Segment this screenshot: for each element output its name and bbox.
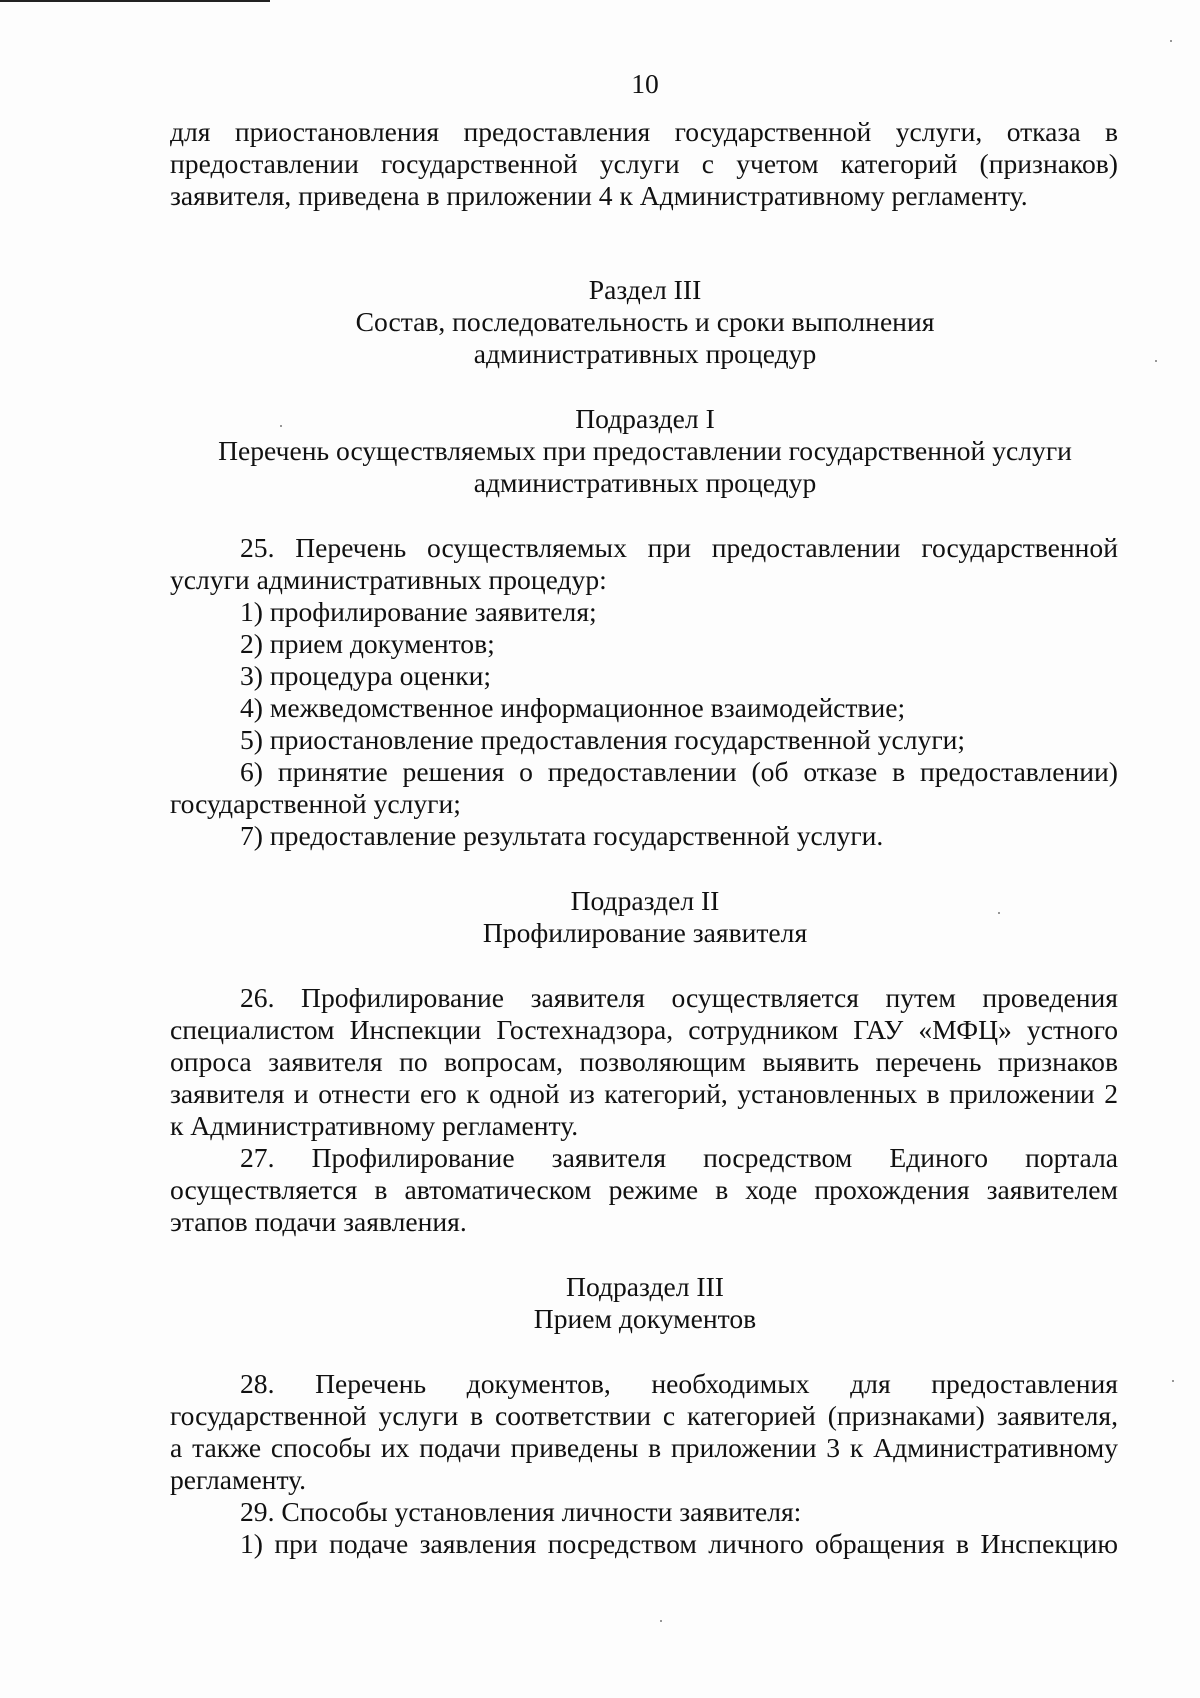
- scan-speck: [660, 1620, 662, 1622]
- page-number: 10: [631, 68, 659, 99]
- list-item: 6) принятие решения о предоставлении (об отказе в предоставлении): [240, 756, 1118, 787]
- list-item: 1) профилирование заявителя;: [240, 596, 597, 627]
- scan-speck: [1155, 360, 1157, 362]
- para28-line-1: 28. Перечень документов, необходимых для предоставления: [240, 1368, 1118, 1399]
- intro-line-1: для приостановления предоставления государственной услуги, отказа в: [170, 116, 1118, 147]
- list-item: 7) предоставление результата государственной услуги.: [240, 820, 884, 851]
- subsection1-title: Подраздел I: [575, 403, 715, 434]
- intro-line-3: заявителя, приведена в приложении 4 к Административному регламенту.: [170, 180, 1028, 211]
- section-subtitle-line-1: Состав, последовательность и сроки выполнения: [355, 306, 935, 337]
- para26-line-2: специалистом Инспекции Гостехнадзора, сотрудником ГАУ «МФЦ» устного: [170, 1014, 1118, 1045]
- scan-artifact-line: [0, 0, 270, 2]
- para27-line-1: 27. Профилирование заявителя посредством Единого портала: [240, 1142, 1118, 1173]
- para26-line-5: к Административному регламенту.: [170, 1110, 579, 1141]
- para26-line-1: 26. Профилирование заявителя осуществляется путем проведения: [240, 982, 1118, 1013]
- scan-speck: [1172, 1380, 1174, 1382]
- para25-line-1: 25. Перечень осуществляемых при предоставлении государственной: [240, 532, 1118, 563]
- para28-line-3: а также способы их подачи приведены в приложении 3 к Административному: [170, 1432, 1118, 1463]
- section-subtitle-line-2: административных процедур: [473, 338, 817, 369]
- para28-line-4: регламенту.: [170, 1464, 307, 1495]
- list-item: 2) прием документов;: [240, 628, 495, 659]
- para27-line-3: этапов подачи заявления.: [170, 1206, 467, 1237]
- para26-line-3: опроса заявителя по вопросам, позволяющим выявить перечень признаков: [170, 1046, 1118, 1077]
- list-item: 3) процедура оценки;: [240, 660, 492, 691]
- para27-line-2: осуществляется в автоматическом режиме в ходе прохождения заявителем: [170, 1174, 1118, 1205]
- subsection3-heading: Прием документов: [533, 1303, 757, 1334]
- para29-line-1: 29. Способы установления личности заявителя:: [240, 1496, 802, 1527]
- subsection2-heading: Профилирование заявителя: [482, 917, 808, 948]
- list-item: 4) межведомственное информационное взаимодействие;: [240, 692, 906, 723]
- list-item-continuation: государственной услуги;: [170, 788, 461, 819]
- list-item: 5) приостановление предоставления государственной услуги;: [240, 724, 966, 755]
- intro-line-2: предоставлении государственной услуги с учетом категорий (признаков): [170, 148, 1118, 179]
- scan-speck: [1170, 40, 1172, 42]
- subsection3-title: Подраздел III: [566, 1271, 724, 1302]
- subsection1-heading-line-1: Перечень осуществляемых при предоставлении государственной услуги: [218, 435, 1072, 466]
- section-title: Раздел III: [588, 274, 702, 305]
- scan-speck: [998, 912, 1000, 914]
- para26-line-4: заявителя и отнести его к одной из категорий, установленных в приложении 2: [170, 1078, 1118, 1109]
- para28-line-2: государственной услуги в соответствии с категорией (признаками) заявителя,: [170, 1400, 1118, 1431]
- para25-line-2: услуги административных процедур:: [170, 564, 607, 595]
- para29-line-2: 1) при подаче заявления посредством личного обращения в Инспекцию: [240, 1528, 1118, 1559]
- subsection2-title: Подраздел II: [570, 885, 720, 916]
- scan-speck: [280, 425, 282, 427]
- subsection1-heading-line-2: административных процедур: [473, 467, 817, 498]
